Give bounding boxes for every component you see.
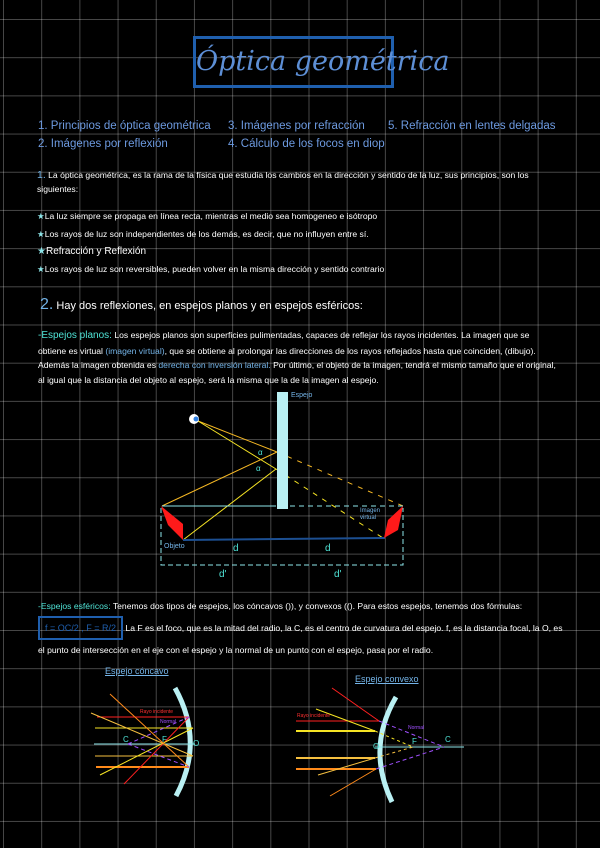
convex-ray-label: Rayo incidente — [297, 713, 331, 719]
principle-item: ★Refracción y Reflexión — [37, 246, 147, 257]
convex-mirror — [296, 688, 464, 802]
dprime-label: d' — [219, 569, 227, 580]
espejos-planos-paragraph: -Espejos planos: Los espejos planos son superficies pulimentadas, capaces de reflejar los rayos incidentes. La imagen que se obtiene es virtual (imagen virtual), que se obtiene al prolongar las direcciones de los rayos reflejados hasta que coinciden, (dibujo). Además la imagen obtenida es derecha con inversión lateral. Por último, el objeto de la imagen, tendrá el mismo tamaño que el original, al igual que la distancia del objeto al espejo, será la misma que la de la imagen al espejo. — [38, 330, 556, 385]
section1-number: 1. — [37, 169, 46, 181]
mirror-label: Espejo — [291, 392, 313, 399]
toc-item-5[interactable]: 5. Refracción en lentes delgadas — [388, 120, 556, 132]
formula-box: f = OC/2 , F = R/2 — [38, 616, 123, 640]
principle-item: ★Los rayos de luz son independientes de los demás, es decir, que no influyen entre sí. — [37, 228, 369, 239]
angle-label: α — [256, 464, 261, 473]
star-icon: ★ — [37, 228, 45, 239]
image-label: Imagen virtual — [360, 508, 381, 521]
star-icon: ★ — [37, 263, 45, 274]
principle-item: ★Los rayos de luz son reversibles, pueden volver en la misma dirección y sentido contrario — [37, 263, 385, 274]
toc-item-4[interactable]: 4. Cálculo de los focos en diop — [228, 138, 385, 150]
toc-item-3[interactable]: 3. Imágenes por refracción — [228, 120, 365, 132]
toc-item-1[interactable]: 1. Principios de óptica geométrica — [38, 120, 211, 132]
dprime-label: d' — [334, 569, 342, 580]
concave-ray-label: Rayo incidente — [140, 709, 174, 715]
convex-normal-label: Normal — [408, 725, 425, 731]
notes-page: Óptica geométrica 1. Principios de óptica geométrica 2. Imágenes por reflexión 3. Imágenes por refracción 4. Cálculo de los focos en diop 5. Refracción en lentes delgadas 1. La óptica geométrica, es la rama de la física que estudia los cambios en la dirección y sentido de la luz, sus principios, son los siguientes: ★La luz siempre se propaga en línea recta, mientras el medio sea homogeneo e isótropo ★Los rayos de luz son independientes de los demás, es decir, que no influyen entre sí. ★Refracción y Reflexión ★Los rayos de luz son reversibles, pueden volver en la misma dirección y sentido contrario 2. Hay dos reflexiones, en espejos planos y en espejos esféricos: -Espejos planos: Los espejos planos son superficies pulimentadas, capaces de reflejar los rayos incidentes. La imagen que se obtiene es virtual (imagen virtual), que se obtiene al prolongar las direcciones de los rayos reflejados hasta que coinciden, (dibujo). Además la imagen obtenida es derecha con inversión lateral. Por último, el objeto de la imagen, tendrá el mismo tamaño que el original, al igual que la distancia del objeto al espejo, será la misma que la de la imagen al espejo. Espejo Imagen virtual Objeto d d d' d' α α -Espejos esféricos: Tenemos dos tipos de espejos, los cóncavos ()), y convexos ((). Para estos espejos, tenemos dos fórmulas: f = OC/2 , F = R/2 La F es el foco, que es la mitad del radio, la C, es el centro de curvatura del espejo. f, es la distancia focal, la O, es el punto de intersección en el eje con el espejo y la normal de un punto con el espejo, pasa por el radio. Espejo cóncavo Rayo incidente Normal C F O Espejo convexo Rayo incidente Normal C F O — [0, 0, 600, 848]
star-icon: ★ — [37, 246, 46, 257]
angle-label: α — [258, 448, 263, 457]
convex-title: Espejo convexo — [355, 674, 419, 684]
d-label: d — [325, 543, 331, 554]
section2-intro: 2. Hay dos reflexiones, en espejos planos y en espejos esféricos: — [40, 296, 363, 313]
d-label: d — [233, 543, 239, 554]
toc-item-2[interactable]: 2. Imágenes por reflexión — [38, 138, 168, 150]
page-title: Óptica geométrica — [193, 36, 394, 88]
concave-normal-label: Normal — [160, 719, 177, 725]
espejos-esfericos-paragraph: -Espejos esféricos: Tenemos dos tipos de espejos, los cóncavos ()), y convexos ((). Para estos espejos, tenemos dos fórmulas: f = OC/2 , F = R/2 La F es el foco, que es la mitad del radio, la C, es el centro de curvatura del espejo. f, es la distancia focal, la O, es el punto de intersección en el eje con el espejo y la normal de un punto con el espejo, pasa por el radio. — [38, 601, 563, 655]
star-icon: ★ — [37, 211, 45, 221]
concave-mirror — [91, 688, 195, 796]
concave-title: Espejo cóncavo — [105, 666, 169, 676]
section1-text: La óptica geométrica, es la rama de la física que estudia los cambios en la dirección y sentido de la luz, sus principios, son los siguientes: — [37, 170, 529, 194]
principle-item: ★La luz siempre se propaga en línea recta, mientras el medio sea homogeneo e isótropo — [37, 211, 378, 221]
object-label: Objeto — [164, 543, 185, 550]
